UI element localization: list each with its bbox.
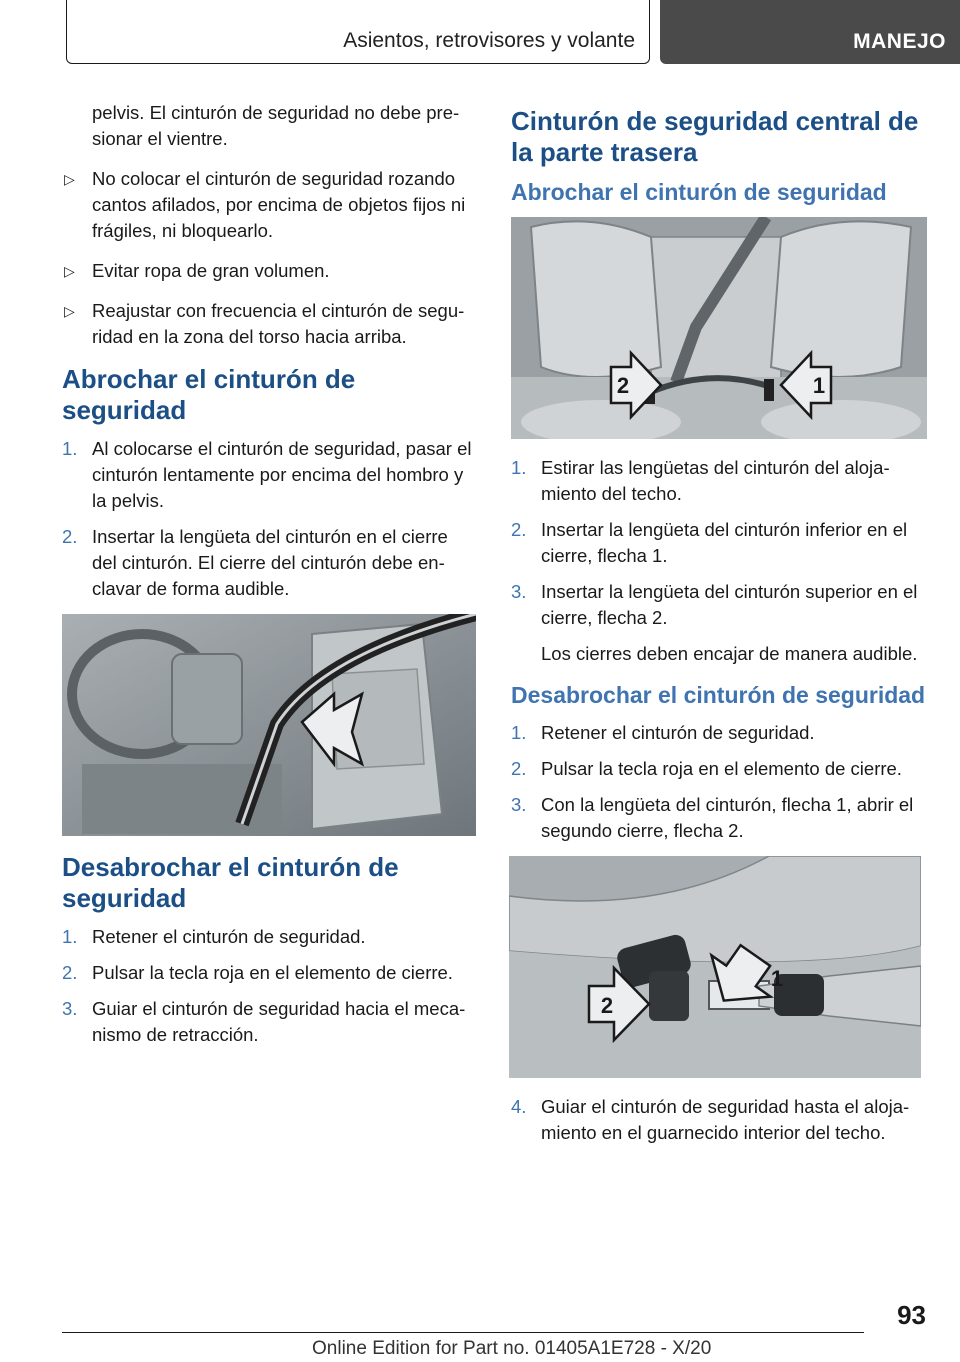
arrow-label-2: 2 <box>616 373 630 398</box>
arrow-label-2: 2 <box>600 993 614 1018</box>
rear-seatbelt-fasten-illustration <box>511 217 927 439</box>
front-seatbelt-illustration <box>62 614 476 836</box>
step-item: 1. Retener el cinturón de seguridad. <box>62 926 366 947</box>
unfasten-heading: Desabrochar el cinturón de seguridad <box>62 852 399 913</box>
rear-fasten-subheading: Abrochar el cinturón de seguridad <box>511 179 887 205</box>
arrow-label-1: 1 <box>812 373 826 398</box>
arrow-label-1: 1 <box>770 966 784 991</box>
continued-text: pelvis. El cinturón de seguridad no debe presionar el vientre. <box>92 102 460 149</box>
bullet-item: ▷ Reajustar con frecuencia el cinturón de seguridad en la zona del torso hacia arriba. <box>64 300 465 347</box>
rear-unfasten-subheading: Desabrochar el cinturón de seguridad <box>511 682 926 708</box>
footer-divider <box>62 1332 864 1333</box>
step-item: 2. Insertar la lengüeta del cinturón inferior en el cierre, flecha 1. <box>511 519 908 566</box>
step-item: 3. Con la lengüeta del cinturón, flecha 1, abrir el segundo cierre, flecha 2. <box>511 794 914 841</box>
chapter-header-tab <box>660 0 960 64</box>
unfasten-steps <box>62 924 476 1048</box>
fasten-steps <box>62 436 476 602</box>
step-item: 4. Guiar el cinturón de seguridad hasta el alojamiento en el guarnecido interior del techo. <box>511 1096 910 1143</box>
step-item: 2. Pulsar la tecla roja en el elemento de cierre. <box>511 758 902 779</box>
rear-unfasten-steps <box>511 720 931 844</box>
left-column <box>62 100 476 1060</box>
triangle-bullet-icon: ▷ <box>64 263 75 279</box>
step-item: 2. Insertar la lengüeta del cinturón en el cierre del cinturón. El cierre del cinturón debe enclavar de forma audible. <box>62 526 448 599</box>
edition-footer: Online Edition for Part no. 01405A1E728 - X/20 <box>312 1338 712 1359</box>
right-column <box>511 100 931 1158</box>
step-item: 3. Insertar la lengüeta del cinturón superior en el cierre, flecha 2. <box>511 581 918 628</box>
triangle-bullet-icon: ▷ <box>64 171 75 187</box>
bullet-item: ▷ Evitar ropa de gran volumen. <box>62 258 476 284</box>
rear-seatbelt-unfasten-illustration <box>509 856 921 1078</box>
rear-center-belt-heading: Cinturón de seguridad central de la parte trasera <box>511 106 919 167</box>
page-number: 93 <box>897 1300 926 1330</box>
bullet-item: ▷ No colocar el cinturón de seguridad rozando cantos afilados, por encima de objetos fijos ni frágiles, ni bloquearlo. <box>64 168 466 241</box>
chapter-title: MANEJO <box>853 30 946 53</box>
fasten-heading: Abrochar el cinturón de seguridad <box>62 364 356 425</box>
triangle-bullet-icon: ▷ <box>64 303 75 319</box>
rear-unfasten-step4 <box>511 1094 931 1146</box>
rear-fasten-steps <box>511 455 931 631</box>
step-item: 1. Estirar las lengüetas del cinturón del alojamiento del techo. <box>511 457 890 504</box>
fasten-note: Los cierres deben encajar de manera audible. <box>541 643 918 664</box>
step-item: 3. Guiar el cinturón de seguridad hacia el mecanismo de retracción. <box>62 998 466 1045</box>
section-header-tab <box>66 0 650 64</box>
step-item: 1. Al colocarse el cinturón de seguridad, pasar el cinturón lentamente por encima del hombro y la pelvis. <box>62 438 472 511</box>
step-item: 2. Pulsar la tecla roja en el elemento de cierre. <box>62 962 453 983</box>
step-item: 1. Retener el cinturón de seguridad. <box>511 722 815 743</box>
section-title: Asientos, retrovisores y volante <box>343 29 635 52</box>
warning-bullets <box>62 166 476 350</box>
